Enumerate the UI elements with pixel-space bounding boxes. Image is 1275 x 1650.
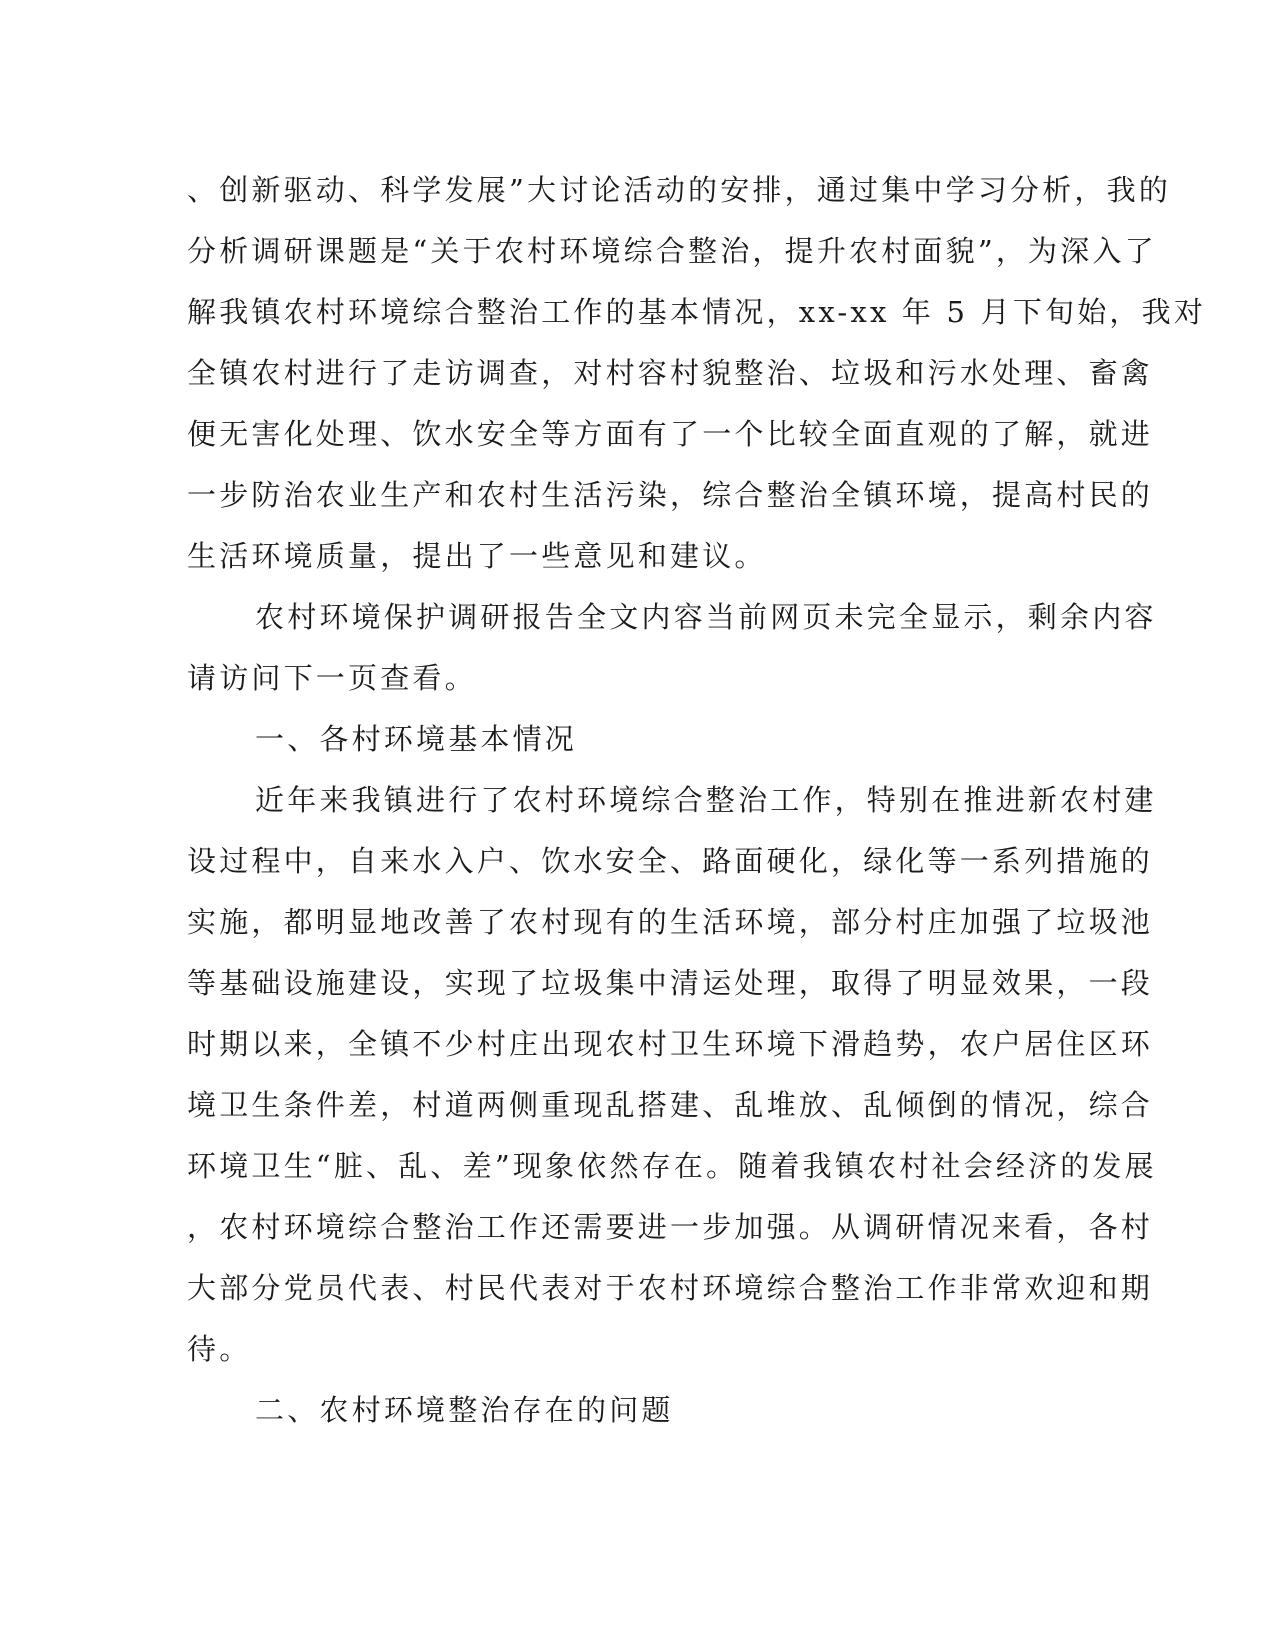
- paragraph-line: 待。: [187, 1332, 252, 1366]
- paragraph-line: ，农村环境综合整治工作还需要进一步加强。从调研情况来看，各村: [187, 1210, 1154, 1244]
- paragraph-line: 生活环境质量，提出了一些意见和建议。: [187, 539, 767, 573]
- paragraph-line: 大部分党员代表、村民代表对于农村环境综合整治工作非常欢迎和期: [187, 1271, 1154, 1305]
- section-1-paragraph: [187, 770, 1157, 1380]
- document-body: [187, 160, 1207, 1441]
- paragraph-line: 便无害化处理、饮水安全等方面有了一个比较全面直观的了解，就进: [187, 417, 1154, 451]
- paragraph-line: 请访问下一页查看。: [187, 661, 477, 695]
- paragraph-line: 环境卫生“脏、乱、差”现象依然存在。随着我镇农村社会经济的发展: [187, 1149, 1157, 1183]
- paragraph-line: 设过程中，自来水入户、饮水安全、路面硬化，绿化等一系列措施的: [187, 844, 1154, 878]
- notice-paragraph: [187, 587, 1157, 709]
- section-heading: 一、各村环境基本情况: [255, 722, 578, 756]
- paragraph-line: 时期以来，全镇不少村庄出现农村卫生环境下滑趋势，农户居住区环: [187, 1027, 1154, 1061]
- section-1-heading: [187, 709, 1067, 770]
- paragraph-line: 分析调研课题是“关于农村环境综合整治，提升农村面貌”，为深入了: [187, 234, 1157, 268]
- section-heading: 二、农村环境整治存在的问题: [255, 1393, 674, 1427]
- paragraph-line: 全镇农村进行了走访调查，对村容村貌整治、垃圾和污水处理、畜禽: [187, 356, 1154, 390]
- paragraph-line: 一步防治农业生产和农村生活污染，综合整治全镇环境，提高村民的: [187, 478, 1154, 512]
- paragraph-line: 、创新驱动、科学发展”大讨论活动的安排，通过集中学习分析，我的: [187, 173, 1172, 207]
- paragraph-line: 实施，都明显地改善了农村现有的生活环境，部分村庄加强了垃圾池: [187, 905, 1154, 939]
- section-2-heading: [187, 1380, 1067, 1441]
- paragraph-line: 等基础设施建设，实现了垃圾集中清运处理，取得了明显效果，一段: [187, 966, 1154, 1000]
- paragraph-line: 境卫生条件差，村道两侧重现乱搭建、乱堆放、乱倾倒的情况，综合: [187, 1088, 1154, 1122]
- paragraph-line: 解我镇农村环境综合整治工作的基本情况，xx-xx 年 5 月下旬始，我对: [187, 295, 1207, 329]
- paragraph-line: 农村环境保护调研报告全文内容当前网页未完全显示，剩余内容: [255, 600, 1157, 634]
- paragraph-line: 近年来我镇进行了农村环境综合整治工作，特别在推进新农村建: [255, 783, 1157, 817]
- intro-paragraph: [187, 160, 1207, 587]
